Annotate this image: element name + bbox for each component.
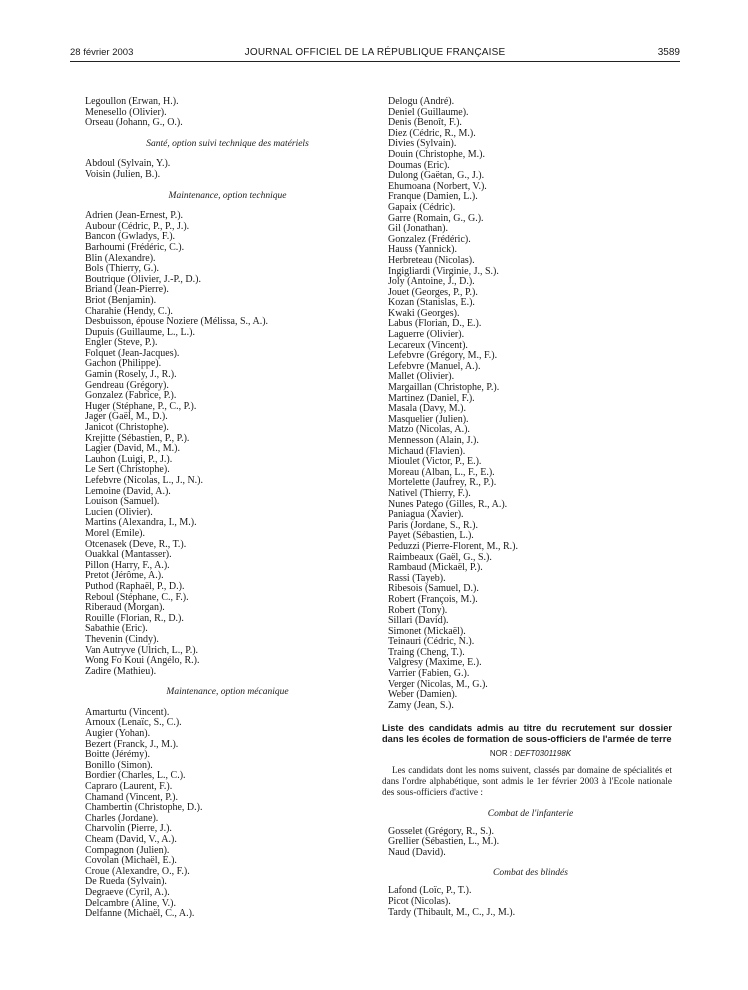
name-entry: Sabathie (Eric). bbox=[85, 623, 148, 635]
name-entry: Paniagua (Xavier). bbox=[388, 509, 464, 521]
name-entry: Ehumoana (Norbert, V.). bbox=[388, 180, 487, 192]
name-entry: Ouakkal (Mantasser). bbox=[85, 549, 172, 561]
name-entry: Kozan (Stanislas, E.). bbox=[388, 297, 475, 309]
name-entry: Laguerre (Olivier). bbox=[388, 329, 465, 341]
name-entry: Margaillan (Christophe, P.). bbox=[388, 382, 500, 394]
name-entry: Douin (Christophe, M.). bbox=[388, 148, 485, 160]
name-entry: Nunes Patego (Gilles, R., A.). bbox=[388, 498, 508, 510]
maintenance-technique-name-list bbox=[85, 211, 370, 677]
name-entry: Denis (Benoît, F.). bbox=[388, 117, 462, 129]
name-entry: Lefebvre (Manuel, A.). bbox=[388, 360, 481, 372]
name-entry: Gendreau (Grégory). bbox=[85, 379, 169, 391]
name-entry: Traing (Cheng, T.). bbox=[388, 646, 465, 658]
page-number: 3589 bbox=[657, 47, 680, 58]
name-entry: Simonet (Mickaël). bbox=[388, 625, 466, 637]
name-entry: Weber (Damien). bbox=[388, 689, 458, 701]
name-entry: Pillon (Harry, F., A.). bbox=[85, 559, 170, 571]
name-entry: Moreau (Alban, L., F., E.). bbox=[388, 466, 495, 478]
name-entry: Varrier (Fabien, G.). bbox=[388, 668, 470, 680]
name-entry: Masala (Davy, M.). bbox=[388, 403, 466, 415]
name-entry: Gil (Jonathan). bbox=[388, 223, 448, 235]
name-entry: Barhoumi (Frédéric, C.). bbox=[85, 241, 185, 253]
name-entry: Charahie (Hendy, C.). bbox=[85, 305, 173, 317]
name-entry: Paris (Jordane, S., R.). bbox=[388, 519, 478, 531]
name-entry: Michaud (Flavien). bbox=[388, 445, 466, 457]
name-entry: Chambertin (Christophe, D.). bbox=[85, 802, 203, 814]
name-entry: Morel (Emile). bbox=[85, 527, 145, 539]
maintenance-mecanique-name-list bbox=[85, 708, 370, 920]
name-entry: Deniel (Guillaume). bbox=[388, 106, 469, 118]
name-entry: Grellier (Sébastien, L., M.). bbox=[388, 836, 500, 848]
name-entry: Augier (Yohan). bbox=[85, 728, 151, 740]
name-entry: Briand (Jean-Pierre). bbox=[85, 284, 169, 296]
name-entry: Delogu (André). bbox=[388, 96, 455, 107]
name-entry: Cheam (David, V., A.). bbox=[85, 834, 177, 845]
name-entry: Bols (Thierry, G.). bbox=[85, 263, 160, 275]
name-entry: Teinauri (Cédric, N.). bbox=[388, 636, 475, 648]
name-entry: Amarturtu (Vincent). bbox=[85, 706, 170, 718]
name-entry: Jager (Gaël, M., D.). bbox=[85, 411, 168, 423]
name-entry: Rassi (Tayeb). bbox=[388, 572, 446, 584]
name-entry: Divies (Sylvain). bbox=[388, 138, 457, 150]
name-entry: Ribesois (Samuel, D.). bbox=[388, 583, 479, 595]
name-entry: Puthod (Raphaël, P., D.). bbox=[85, 580, 185, 592]
name-entry: Gamin (Rosely, J., R.). bbox=[85, 369, 177, 381]
name-entry: Lefebvre (Grégory, M., F.). bbox=[388, 350, 498, 362]
list-title: Liste des candidats admis au titre du recrutement sur dossier dans les écoles de formation de sous-officiers de l'armée de terre bbox=[382, 723, 672, 745]
name-entry: Gonzalez (Frédéric). bbox=[388, 233, 471, 245]
name-entry: Charles (Jordane). bbox=[85, 812, 159, 824]
continued-name-list bbox=[388, 97, 673, 711]
name-entry: Engler (Steve, P.). bbox=[85, 337, 158, 349]
journal-title: JOURNAL OFFICIEL DE LA RÉPUBLIQUE FRANÇAISE bbox=[244, 47, 506, 58]
name-entry: Raimbeaux (Gaël, G., S.). bbox=[388, 551, 492, 563]
name-entry: Thevenin (Cindy). bbox=[85, 633, 159, 645]
name-entry: Wong Fo Koui (Angélo, R.). bbox=[85, 655, 200, 667]
name-entry: Bancon (Gwladys, F.). bbox=[85, 231, 176, 243]
name-entry: Le Sert (Christophe). bbox=[85, 464, 170, 476]
name-entry: Reboul (Stéphane, C., F.). bbox=[85, 591, 189, 603]
blindes-name-list bbox=[388, 886, 673, 918]
name-entry: Otcenasek (Deve, R., T.). bbox=[85, 538, 187, 550]
name-entry: Mioulet (Victor, P., E.). bbox=[388, 456, 482, 468]
name-entry: Arnoux (Lenaïc, S., C.). bbox=[85, 717, 182, 729]
section-title-sante: Santé, option suivi technique des matériels bbox=[146, 138, 309, 149]
name-entry: Croue (Alexandre, O., F.). bbox=[85, 865, 190, 877]
name-entry: Jouet (Georges, P., P.). bbox=[388, 286, 478, 298]
name-entry: Rouille (Florian, R., D.). bbox=[85, 612, 184, 624]
name-entry: Rambaud (Mickaël, P.). bbox=[388, 562, 483, 574]
header-rule bbox=[70, 61, 680, 62]
name-entry: Matzo (Nicolas, A.). bbox=[388, 424, 470, 436]
name-entry: Tardy (Thibault, M., C., J., M.). bbox=[388, 906, 516, 918]
name-entry: Gachon (Philippe). bbox=[85, 358, 162, 370]
name-entry: Folquet (Jean-Jacques). bbox=[85, 347, 180, 359]
name-entry: Mallet (Olivier). bbox=[388, 371, 455, 383]
name-entry: Dulong (Gaëtan, G., J.). bbox=[388, 170, 485, 182]
name-entry: Legoullon (Erwan, H.). bbox=[85, 96, 179, 107]
name-entry: Delfanne (Michaël, C., A.). bbox=[85, 908, 195, 920]
name-entry: Zamy (Jean, S.). bbox=[388, 699, 454, 711]
name-entry: Bonillo (Simon). bbox=[85, 759, 153, 771]
name-entry: Gapaix (Cédric). bbox=[388, 201, 456, 213]
name-entry: Mortelette (Jaufrey, R., P.). bbox=[388, 477, 497, 489]
name-entry: Gonzalez (Fabrice, P.). bbox=[85, 390, 177, 402]
name-entry: Louison (Samuel). bbox=[85, 496, 160, 508]
left-column bbox=[85, 97, 370, 920]
name-entry: Adrien (Jean-Ernest, P.). bbox=[85, 210, 184, 222]
name-entry: Nativel (Thierry, F.). bbox=[388, 487, 471, 499]
name-entry: De Rueda (Sylvain). bbox=[85, 876, 167, 888]
intro-paragraph: Les candidats dont les noms suivent, classés par domaine de spécialités et dans l'ordre alphabétique, sont admis le 1er février 2003 à l'Ecole nationale des sous-officiers d'active : bbox=[382, 765, 672, 798]
name-entry: Martins (Alexandra, I., M.). bbox=[85, 517, 197, 529]
name-entry: Desbuisson, épouse Noziere (Mélissa, S., A.). bbox=[85, 316, 269, 328]
name-entry: Capraro (Laurent, F.). bbox=[85, 781, 173, 793]
name-entry: Sillari (David). bbox=[388, 615, 449, 627]
name-entry: Gosselet (Grégory, R., S.). bbox=[388, 825, 495, 837]
name-entry: Covolan (Michaël, E.). bbox=[85, 855, 177, 867]
name-entry: Lauhon (Luigi, P., J.). bbox=[85, 453, 173, 465]
name-entry: Garre (Romain, G., G.). bbox=[388, 212, 484, 224]
right-column bbox=[382, 96, 673, 918]
name-entry: Boutrique (Olivier, J.-P., D.). bbox=[85, 273, 201, 285]
name-entry: Peduzzi (Pierre-Florent, M., R.). bbox=[388, 540, 518, 552]
name-entry: Franque (Damien, L.). bbox=[388, 191, 478, 203]
name-entry: Compagnon (Julien). bbox=[85, 844, 170, 856]
name-entry: Zadire (Mathieu). bbox=[85, 665, 157, 677]
nor-label: NOR : bbox=[489, 748, 513, 758]
name-entry: Voisin (Julien, B.). bbox=[85, 168, 161, 180]
name-entry: Mennesson (Alain, J.). bbox=[388, 435, 479, 446]
name-entry: Martinez (Daniel, F.). bbox=[388, 392, 475, 404]
name-entry: Delcambre (Aline, V.). bbox=[85, 897, 176, 909]
nor-code: DEFT0301198K bbox=[514, 748, 572, 758]
name-entry: Ingigliardi (Virginie, J., S.). bbox=[388, 265, 499, 277]
name-entry: Charvolin (Pierre, J.). bbox=[85, 823, 172, 835]
name-entry: Aubour (Cédric, P., P., J.). bbox=[85, 220, 190, 232]
name-entry: Riberaud (Morgan). bbox=[85, 602, 165, 614]
name-entry: Naud (David). bbox=[388, 846, 446, 858]
name-entry: Janicot (Christophe). bbox=[85, 422, 169, 434]
name-entry: Herbreteau (Nicolas). bbox=[388, 254, 475, 266]
name-entry: Labus (Florian, D., E.). bbox=[388, 318, 482, 330]
name-entry: Payet (Sébastien, L.). bbox=[388, 530, 474, 542]
header-date: 28 février 2003 bbox=[70, 47, 134, 58]
name-entry: Bordier (Charles, L., C.). bbox=[85, 770, 186, 782]
infanterie-name-list bbox=[388, 827, 673, 859]
name-entry: Hauss (Yannick). bbox=[388, 244, 457, 256]
name-entry: Masquelier (Julien). bbox=[388, 413, 469, 425]
name-entry: Robert (François, M.). bbox=[388, 593, 478, 605]
name-entry: Valgresy (Maxime, E.). bbox=[388, 657, 482, 669]
name-entry: Briot (Benjamin). bbox=[85, 294, 157, 306]
section-title-infanterie: Combat de l'infanterie bbox=[487, 808, 574, 819]
name-entry: Orseau (Johann, G., O.). bbox=[85, 117, 183, 129]
name-entry: Verger (Nicolas, M., G.). bbox=[388, 678, 488, 690]
nor-reference bbox=[388, 749, 673, 758]
section-title-maintenance-mecanique: Maintenance, option mécanique bbox=[166, 687, 289, 698]
name-entry: Pretot (Jérôme, A.). bbox=[85, 570, 164, 582]
name-entry: Joly (Antoine, J., D.). bbox=[388, 276, 475, 288]
name-entry: Lafond (Loïc, P., T.). bbox=[388, 885, 472, 897]
section-title-blindes: Combat des blindés bbox=[493, 868, 568, 879]
name-entry: Lucien (Olivier). bbox=[85, 506, 153, 518]
name-entry: Diez (Cédric, R., M.). bbox=[388, 127, 476, 139]
name-entry: Robert (Tony). bbox=[388, 604, 448, 616]
name-entry: Lemoine (David, A.). bbox=[85, 485, 171, 497]
name-entry: Lecareux (Vincent). bbox=[388, 339, 468, 351]
sante-name-list bbox=[85, 159, 370, 180]
name-entry: Dupuis (Guillaume, L., L.). bbox=[85, 326, 195, 338]
name-entry: Lefebvre (Nicolas, L., J., N.). bbox=[85, 475, 204, 486]
name-entry: Van Autryve (Ulrich, L., P.). bbox=[85, 644, 199, 656]
name-entry: Huger (Stéphane, P., C., P.). bbox=[85, 400, 197, 412]
name-entry: Lagier (David, M., M.). bbox=[85, 443, 180, 455]
name-entry: Boitte (Jérémy). bbox=[85, 749, 150, 761]
name-entry: Doumas (Eric). bbox=[388, 159, 450, 171]
name-entry: Krejitte (Sébastien, P., P.). bbox=[85, 432, 190, 444]
top-name-list bbox=[85, 97, 370, 129]
name-entry: Degraeve (Cyril, A.). bbox=[85, 886, 170, 898]
name-entry: Bezert (Franck, J., M.). bbox=[85, 738, 179, 750]
name-entry: Menesello (Olivier). bbox=[85, 106, 167, 118]
name-entry: Kwaki (Georges). bbox=[388, 307, 460, 319]
name-entry: Picot (Nicolas). bbox=[388, 896, 451, 907]
name-entry: Blin (Alexandre). bbox=[85, 252, 156, 264]
name-entry: Abdoul (Sylvain, Y.). bbox=[85, 158, 171, 170]
name-entry: Chamand (Vincent, P.). bbox=[85, 791, 178, 803]
section-title-maintenance-technique: Maintenance, option technique bbox=[168, 190, 287, 201]
